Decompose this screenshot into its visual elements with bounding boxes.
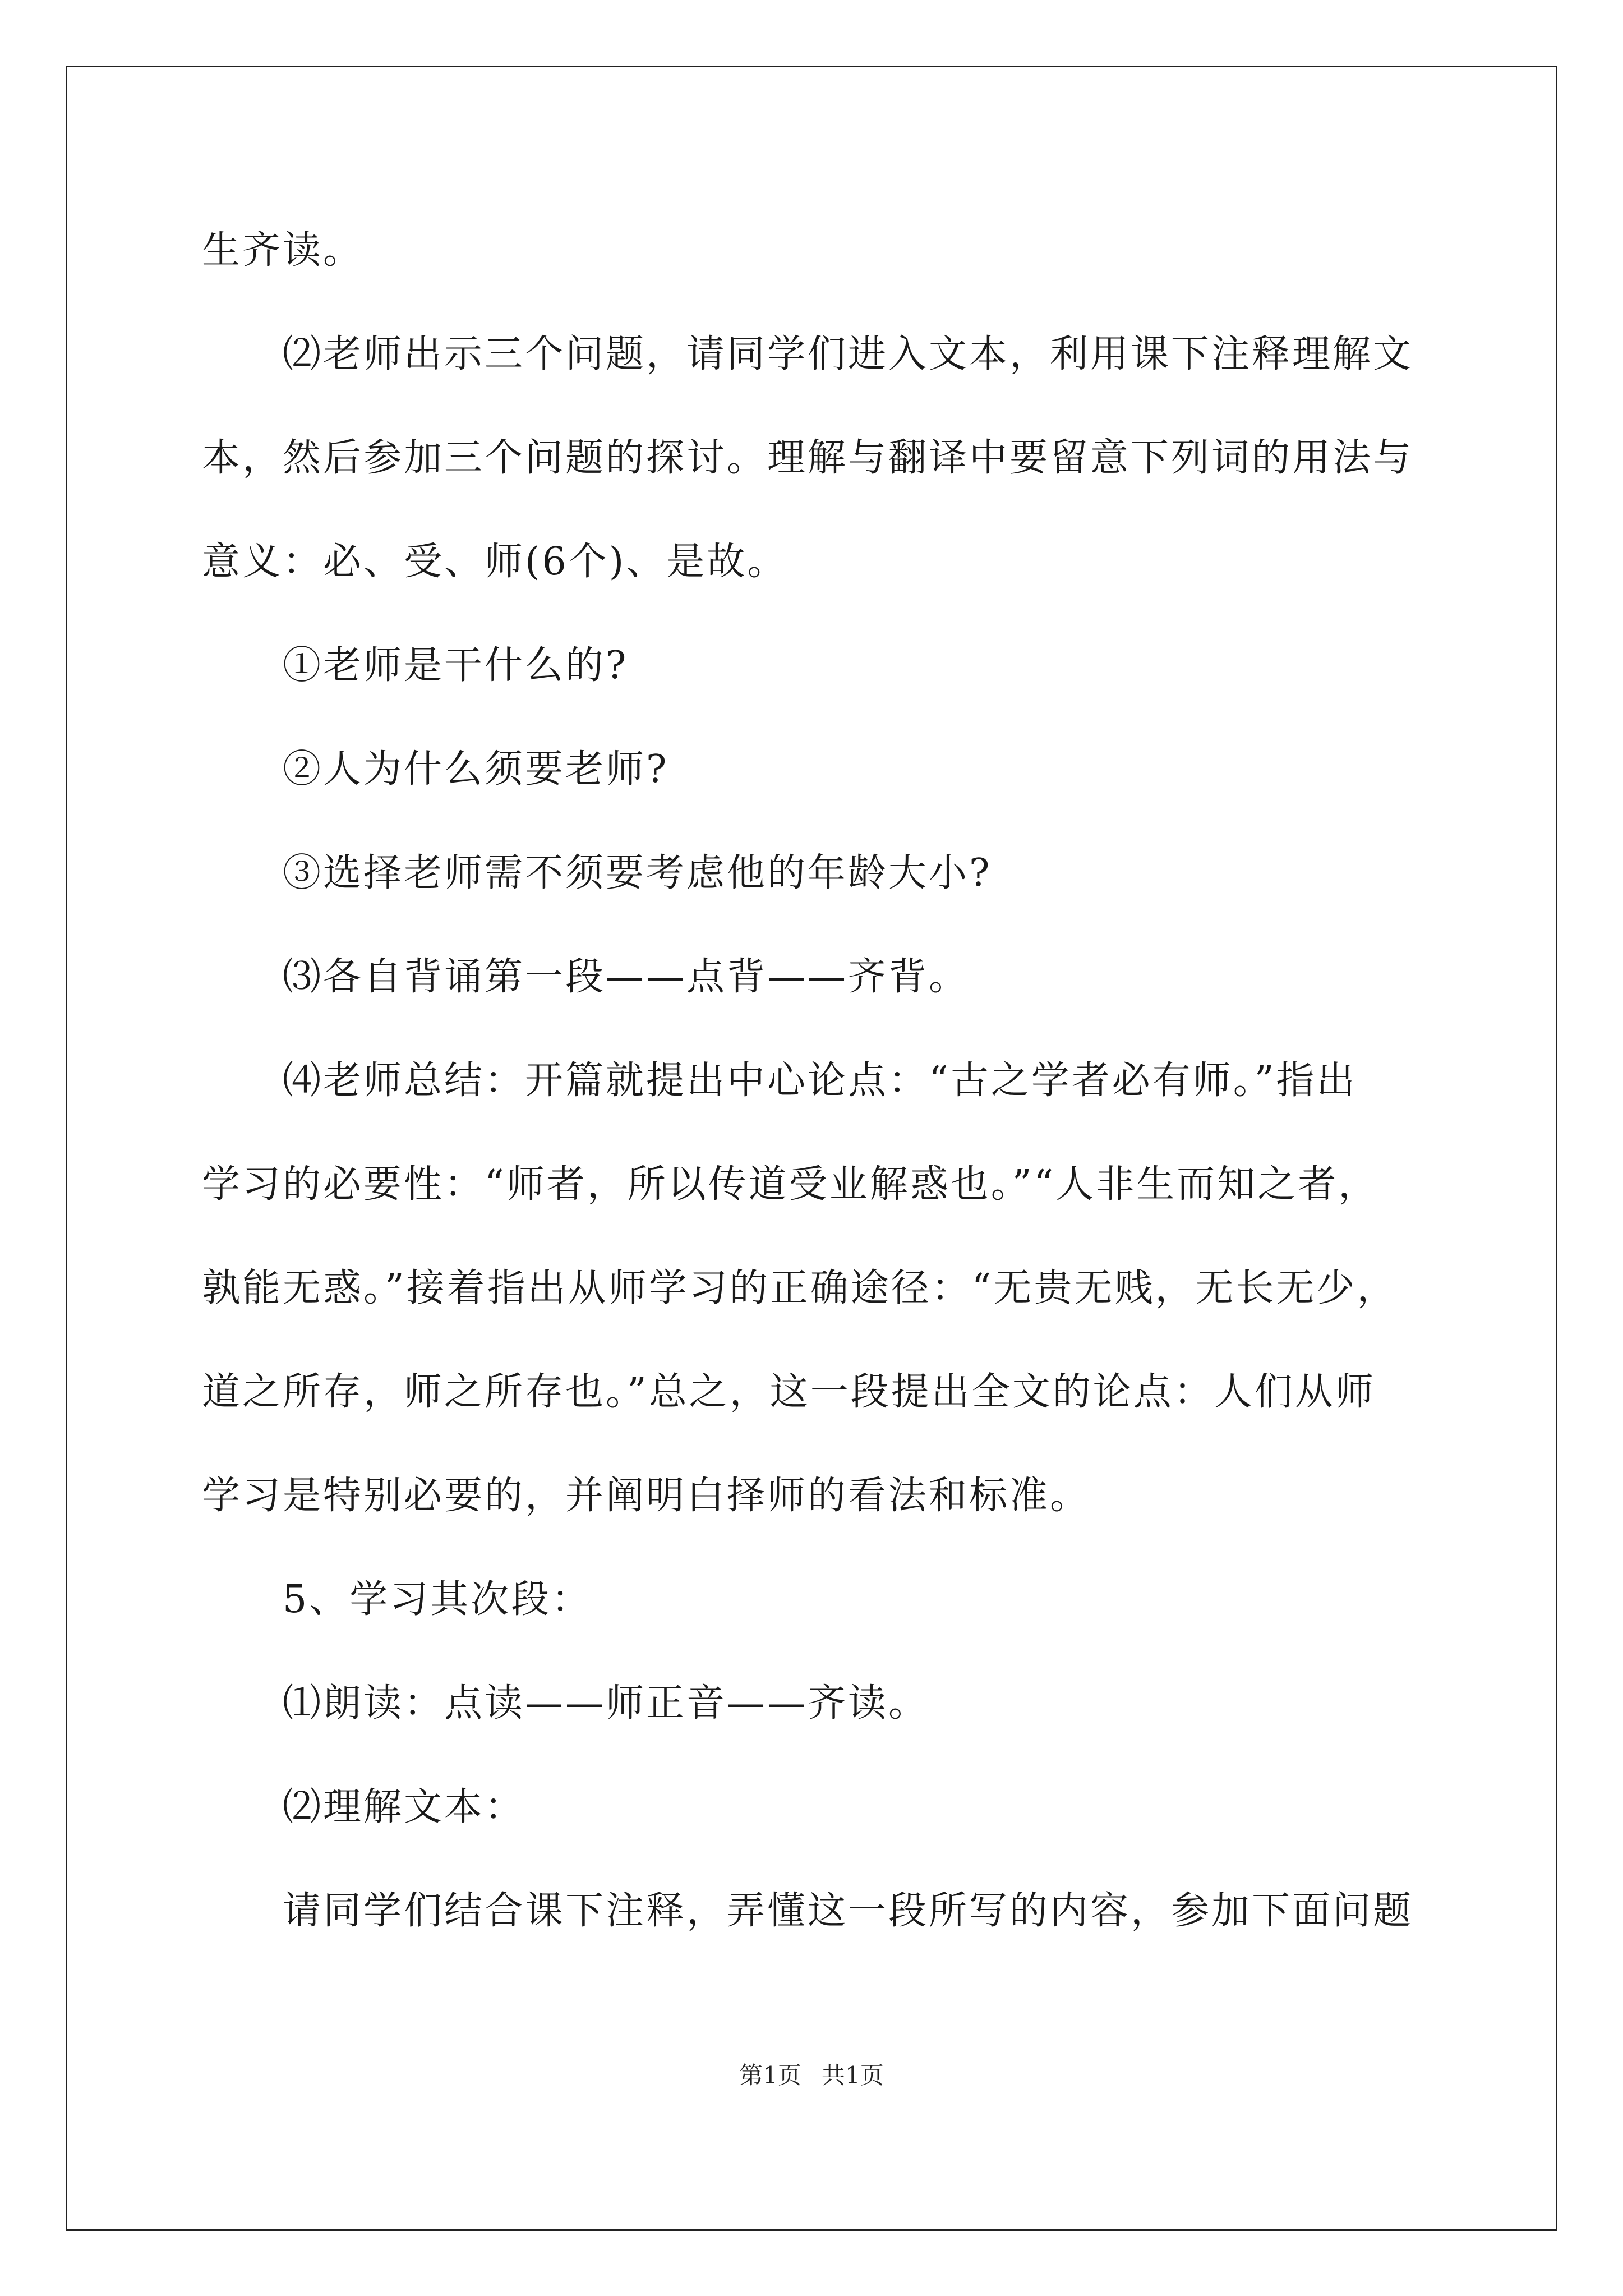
text-line: 请同学们结合课下注释，弄懂这一段所写的内容，参加下面问题: [283, 1889, 1414, 1933]
text-line: ⑵老师出示三个问题，请同学们进入文本，利用课下注释理解文: [283, 332, 1414, 376]
text-line: 生齐读。: [202, 228, 364, 273]
text-line: 孰能无惑。”接着指出从师学习的正确途径：“无贵无贱，无长无少，: [202, 1266, 1398, 1310]
text-line: ③选择老师需不须要考虑他的年龄大小?: [283, 851, 992, 895]
page-footer: [0, 2059, 1623, 2092]
text-line: ⑴朗读：点读——师正音——齐读。: [283, 1681, 929, 1726]
text-line: ⑵理解文本：: [283, 1785, 525, 1829]
text-line: ⑶各自背诵第一段——点背——齐背。: [283, 955, 970, 999]
text-line: ①老师是干什么的?: [283, 643, 629, 688]
text-line: 学习的必要性：“师者，所以传道受业解惑也。”“人非生而知之者，: [202, 1162, 1379, 1207]
page-total: 共1页: [822, 2062, 884, 2089]
text-line: 学习是特别必要的，并阐明白择师的看法和标准。: [202, 1474, 1091, 1518]
text-line: 本，然后参加三个问题的探讨。理解与翻译中要留意下列词的用法与: [202, 436, 1414, 480]
text-line: 道之所存，师之所存也。”总之，这一段提出全文的论点：人们从师: [202, 1370, 1376, 1414]
text-line: ②人为什么须要老师?: [283, 747, 669, 792]
section-heading: 5、学习其次段：: [283, 1577, 592, 1622]
text-line: ⑷老师总结：开篇就提出中心论点：“古之学者必有师。”指出: [283, 1059, 1357, 1103]
page-number: 第1页: [739, 2062, 801, 2089]
text-line: 意义：必、受、师(6个)、是故。: [202, 540, 788, 584]
